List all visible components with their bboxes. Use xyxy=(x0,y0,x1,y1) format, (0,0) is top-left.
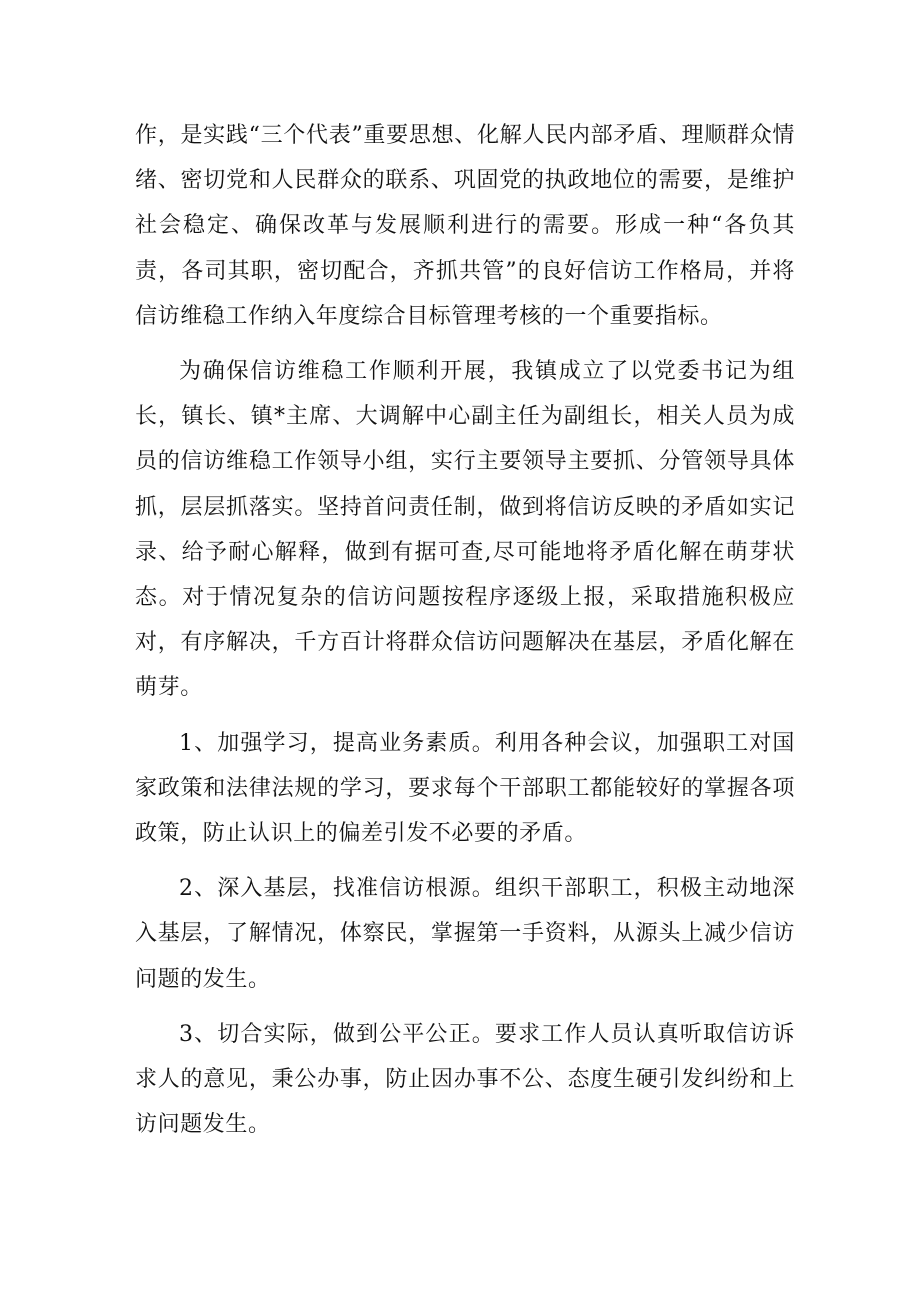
paragraph-line: 访问题的发生。 xyxy=(135,921,795,992)
paragraph-line: 是维护社会稳定、确保改革与发展顺利进行的需要。形成一种“各 xyxy=(135,168,795,239)
paragraph-5 xyxy=(135,1012,795,1148)
paragraph-line: 实记录、给予耐心解释，做到有据可查,尽可能地将矛盾化解在萌 xyxy=(135,494,796,565)
paragraph-line: 员的信访维稳工作领导小组，实行主要领导主要抓、分管领导具 xyxy=(135,449,773,475)
paragraph-3 xyxy=(135,721,795,857)
paragraph-line: 体抓，层层抓落实。坚持首问责任制，做到将信访反映的矛盾如 xyxy=(135,449,795,520)
paragraph-line: 作，是实践“三个代表”重要思想、化解人民内部矛盾、理顺群 xyxy=(135,123,750,148)
paragraph-line: 家政策和法律法规的学习，要求每个干部职工都能较好的掌握各 xyxy=(135,775,773,801)
paragraph-line: 化解在萌芽。 xyxy=(135,630,795,701)
paragraph-1 xyxy=(135,113,795,339)
paragraph-4 xyxy=(135,866,795,1002)
paragraph-2 xyxy=(135,349,795,711)
paragraph-line: 为确保信访维稳工作顺利开展，我镇成立了以党委书记为组 xyxy=(179,359,795,385)
document-body xyxy=(135,113,795,1147)
paragraph-line: 求人的意见，秉公办事，防止因办事不公、态度生硬引发纠纷和 xyxy=(135,1067,773,1093)
paragraph-line: 长，镇长、镇*主席、大调解中心副主任为副组长，相关人员为成 xyxy=(135,404,795,430)
paragraph-line: 并将信访维稳工作纳入年度综合目标管理考核的一个重要指标。 xyxy=(135,258,795,329)
paragraph-line: 负其责，各司其职，密切配合，齐抓共管”的良好信访工作格局， xyxy=(135,213,795,284)
paragraph-line: 极应对，有序解决，千方百计将群众信访问题解决在基层，矛盾 xyxy=(135,585,796,656)
paragraph-line: 1、加强学习，提高业务素质。利用各种会议，加强职工对国 xyxy=(179,730,795,756)
paragraph-line: 众情绪、密切党和人民群众的联系、巩固党的执政地位的需要， xyxy=(135,123,796,194)
paragraph-line: 入基层，了解情况，体察民，掌握第一手资料，从源头上减少信 xyxy=(135,921,773,947)
paragraph-line: 芽状态。对于情况复杂的信访问题按程序逐级上报，采取措施积 xyxy=(135,539,795,611)
paragraph-line: 上访问题发生。 xyxy=(135,1067,795,1138)
paragraph-line: 项政策，防止认识上的偏差引发不必要的矛盾。 xyxy=(135,775,795,847)
paragraph-line: 3、切合实际，做到公平公正。要求工作人员认真听取信访诉 xyxy=(179,1021,795,1047)
paragraph-line: 2、深入基层，找准信访根源。组织干部职工，积极主动地深 xyxy=(179,876,795,902)
